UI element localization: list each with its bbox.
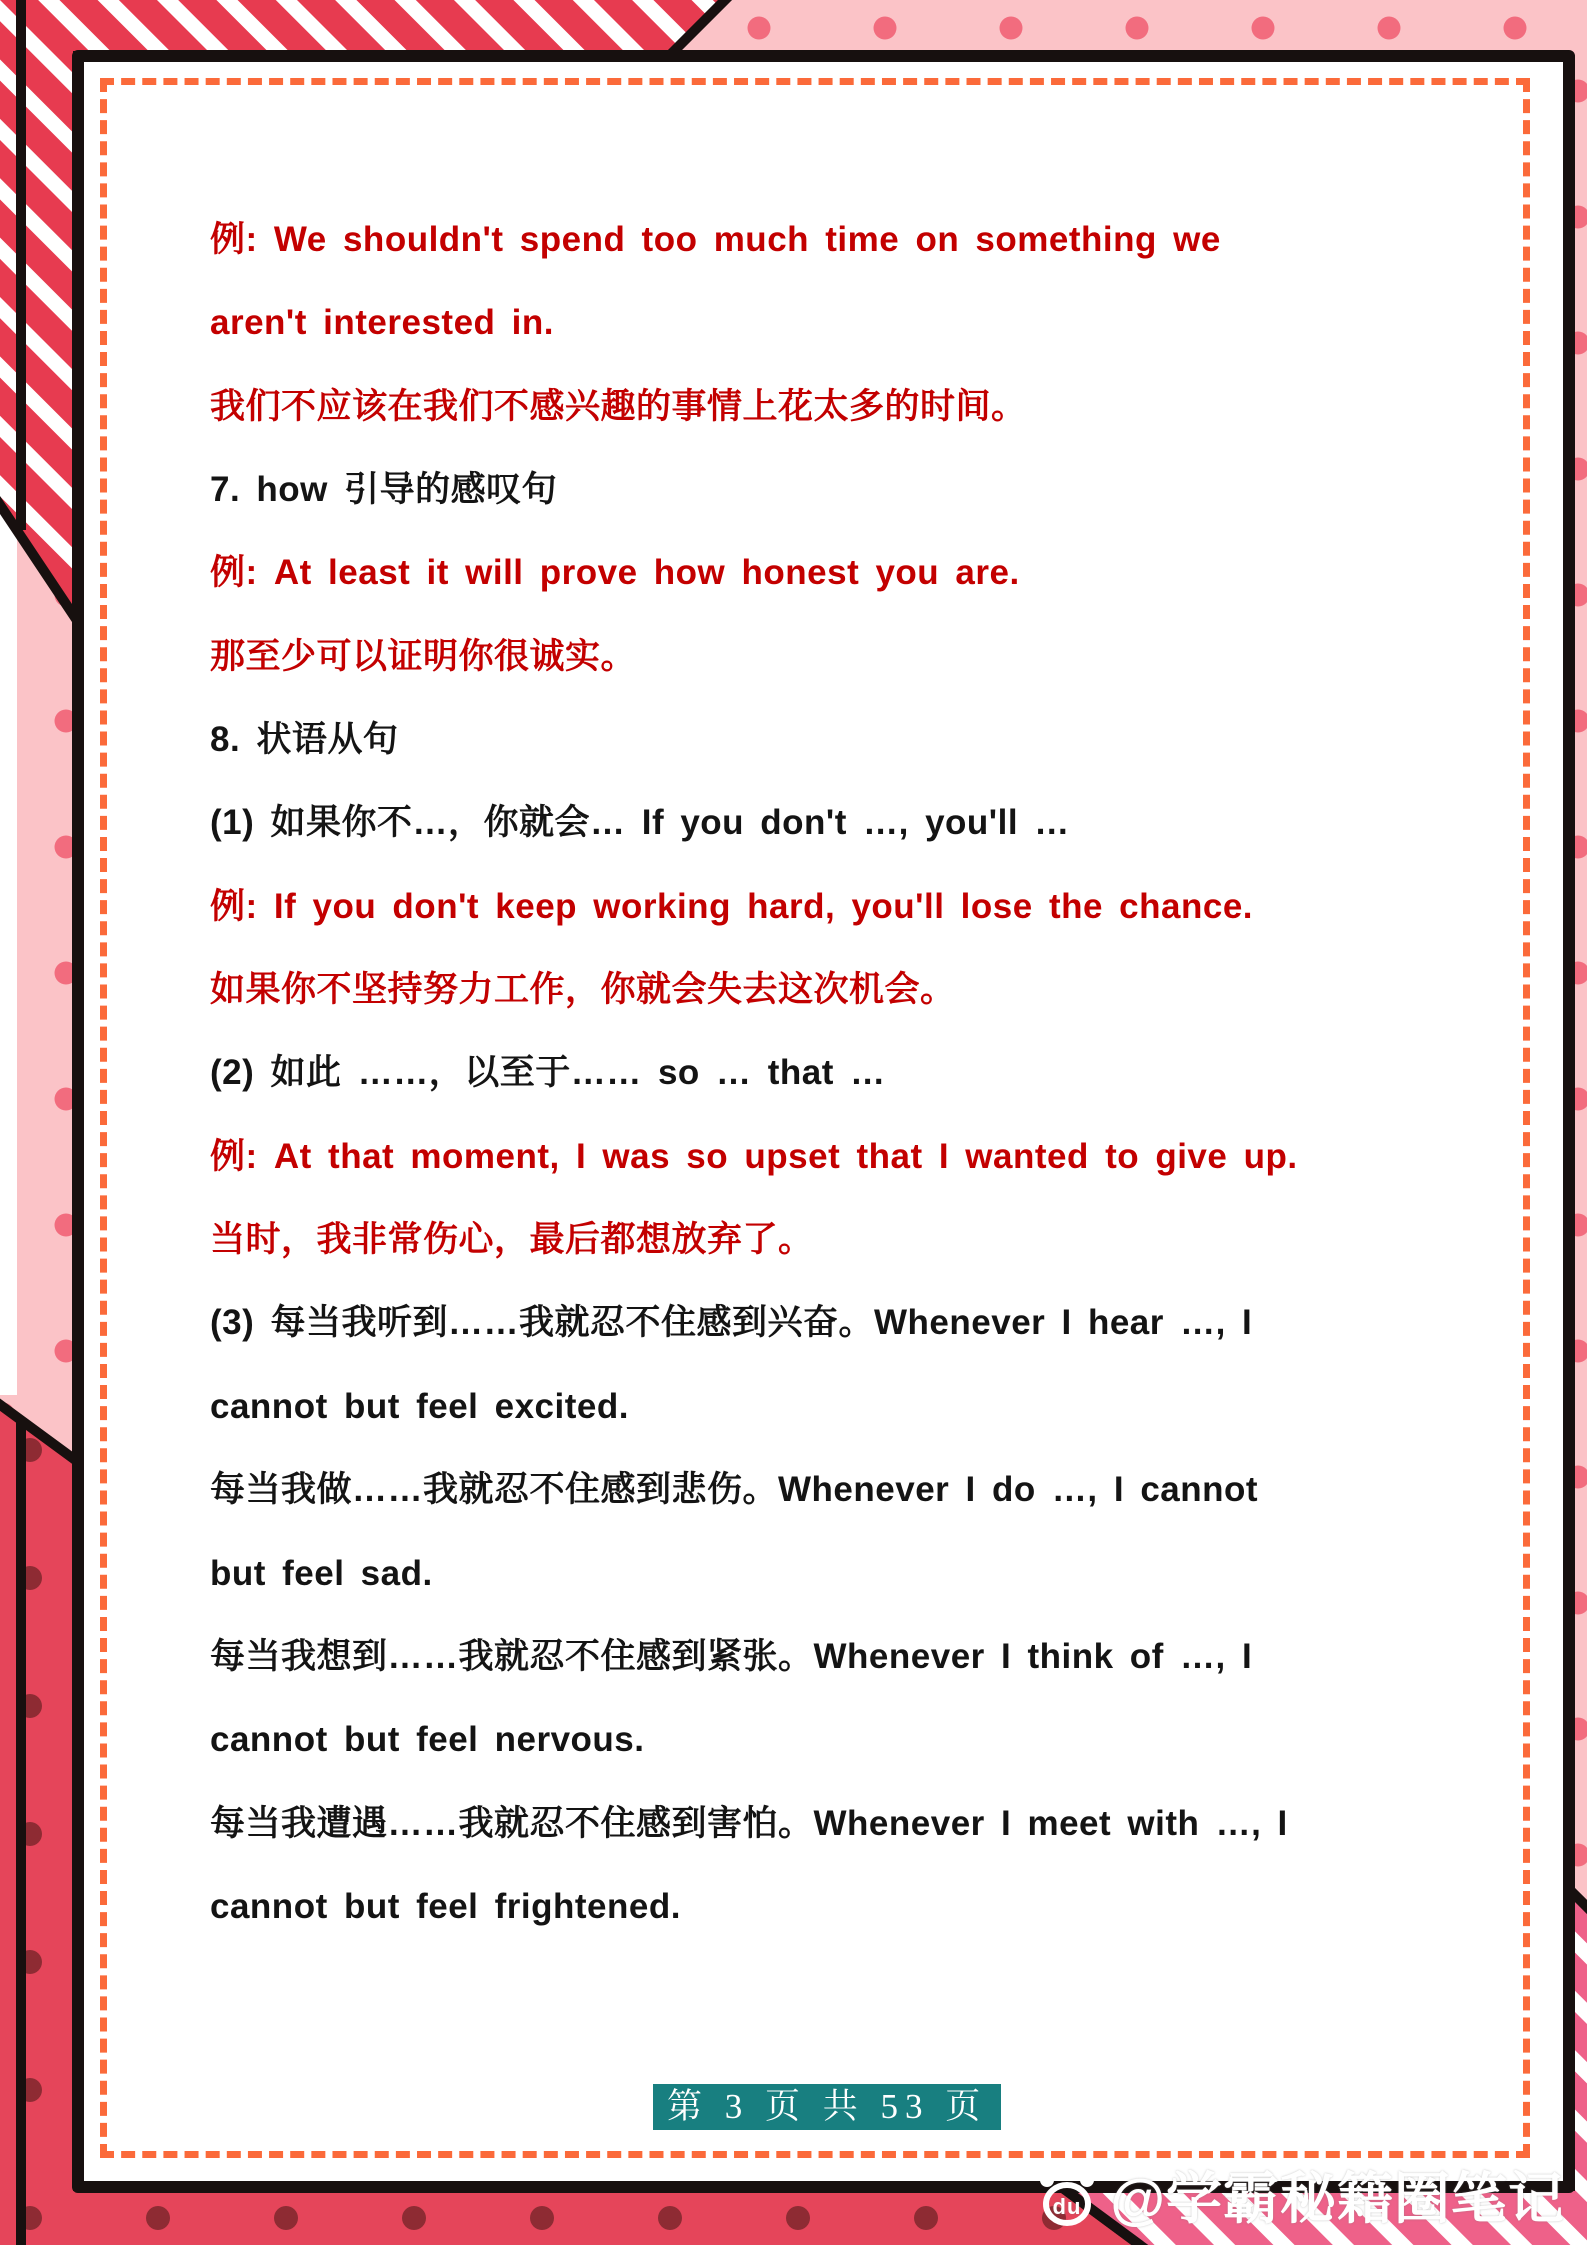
text-line: 例: If you don't keep working hard, you'll lose the chance. — [210, 886, 1254, 926]
text-line: (1) 如果你不…，你就会… If you don't …, you'll … — [210, 803, 1070, 843]
text-line: 那至少可以证明你很诚实。 — [210, 636, 637, 676]
text-line: 如果你不坚持努力工作，你就会失去这次机会。 — [210, 970, 956, 1010]
text-line: 我们不应该在我们不感兴趣的事情上花太多的时间。 — [210, 386, 1027, 426]
left-black-line-bottom — [16, 1420, 26, 2245]
text-line: 例: At least it will prove how honest you are. — [210, 553, 1020, 593]
watermark — [1030, 2155, 1565, 2235]
text-line: 每当我做……我就忍不住感到悲伤。Whenever I do …, I cannot — [210, 1470, 1259, 1510]
baidu-paw-icon — [1030, 2158, 1104, 2232]
left-white-margin — [0, 470, 17, 1395]
text-line: cannot but feel frightened. — [210, 1886, 681, 1926]
left-black-line-top — [16, 0, 26, 530]
notes-text-block — [210, 198, 1530, 1948]
text-line: (2) 如此 ……，以至于…… so … that … — [210, 1053, 886, 1093]
text-line: 每当我想到……我就忍不住感到紧张。Whenever I think of …, I — [210, 1636, 1253, 1676]
text-line: 例: We shouldn't spend too much time on something we — [210, 220, 1221, 259]
text-line: cannot but feel excited. — [210, 1386, 629, 1426]
text-line: 7. how 引导的感叹句 — [210, 470, 558, 510]
text-line: 每当我遭遇……我就忍不住感到害怕。Whenever I meet with …, I — [210, 1803, 1288, 1843]
watermark-label: @学霸秘籍圈笔记 — [1110, 2167, 1565, 2230]
text-line: but feel sad. — [210, 1553, 433, 1593]
page-number-badge: 第 3 页 共 53 页 — [653, 2084, 1001, 2130]
text-line: aren't interested in. — [210, 303, 554, 343]
text-line: (3) 每当我听到……我就忍不住感到兴奋。Whenever I hear …, I — [210, 1303, 1253, 1343]
text-line: cannot but feel nervous. — [210, 1720, 645, 1760]
text-line: 8. 状语从句 — [210, 720, 399, 760]
paw-icon-text: du — [1052, 2194, 1082, 2219]
text-line: 例: At that moment, I was so upset that I wanted to give up. — [210, 1136, 1298, 1176]
text-line: 当时，我非常伤心，最后都想放弃了。 — [210, 1220, 814, 1260]
